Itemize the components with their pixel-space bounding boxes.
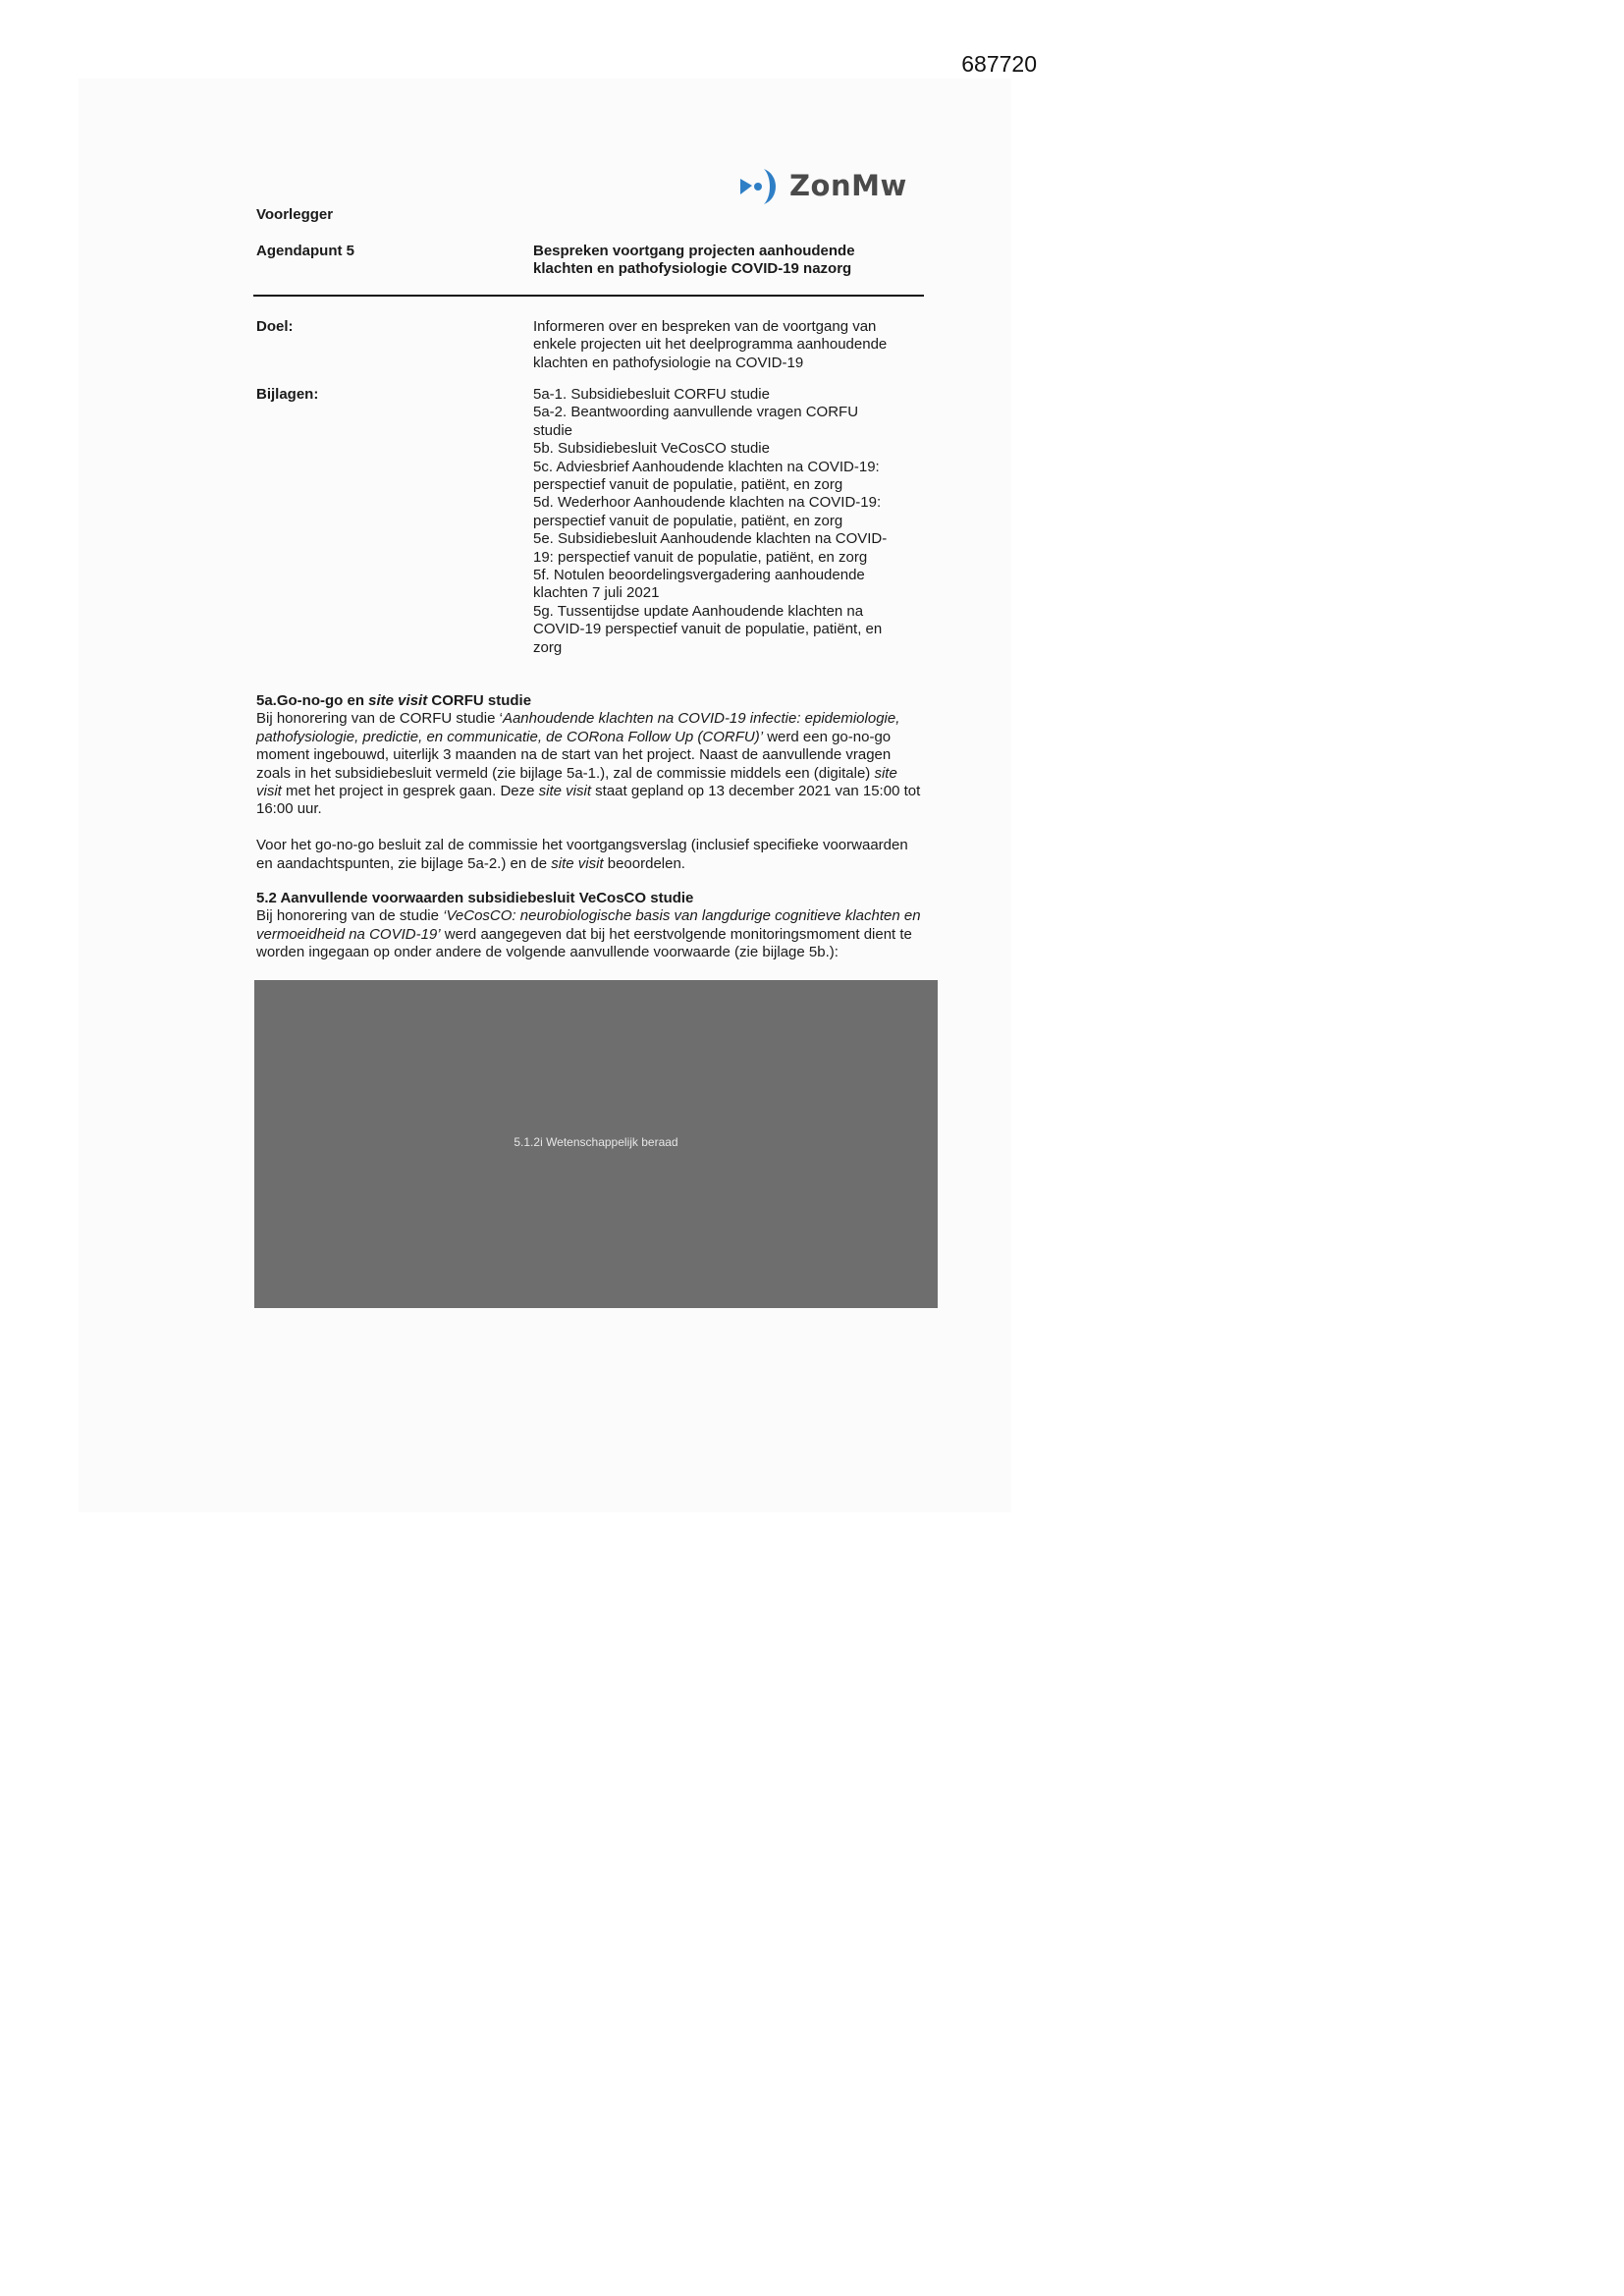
section-5a-heading	[256, 692, 924, 710]
header-divider	[253, 295, 924, 297]
bijlage-line: klachten 7 juli 2021	[533, 584, 660, 602]
doel-text	[533, 318, 926, 372]
bijlage-line: 19: perspectief vanuit de populatie, patiënt, en zorg	[533, 548, 868, 566]
section-5-2	[256, 890, 924, 962]
bijlage-line: perspectief vanuit de populatie, patiënt, en zorg	[533, 512, 843, 529]
bijlagen-label: Bijlagen:	[256, 386, 319, 403]
section-5a-paragraph-2	[256, 837, 924, 873]
zonmw-logo-icon	[736, 165, 782, 206]
italic-term: site visit	[551, 854, 604, 872]
study-title: Aanhoudende klachten na COVID-19 infectie: epidemiologie, pathofysiologie, predictie, en communicatie, de CORona Follow Up (CORFU)’	[256, 710, 900, 745]
doel-line: enkele projecten uit het deelprogramma aanhoudende	[533, 336, 888, 354]
heading-italic: site visit	[368, 692, 428, 709]
text: Voor het go-no-go besluit zal de commissie het voortgangsverslag (inclusief specifieke voorwaarden en aandachtspunten, zie bijlage 5a-2.) en de	[256, 837, 908, 872]
text: beoordelen.	[603, 854, 685, 872]
doel-label: Doel:	[256, 318, 294, 335]
bijlage-line: 5a-1. Subsidiebesluit CORFU studie	[533, 386, 770, 403]
bijlage-line: 5f. Notulen beoordelingsvergadering aanhoudende	[533, 567, 865, 584]
bijlage-line: 5e. Subsidiebesluit Aanhoudende klachten na COVID-	[533, 530, 888, 548]
doel-line: Informeren over en bespreken van de voortgang van	[533, 318, 877, 335]
agenda-value-line: klachten en pathofysiologie COVID-19 nazorg	[533, 260, 852, 278]
bijlage-line: studie	[533, 421, 573, 439]
text: staat gepland op 13 december 2021 van 15:00 tot 16:00 uur.	[256, 783, 921, 818]
agenda-value	[533, 243, 855, 279]
bijlage-line: 5g. Tussentijdse update Aanhoudende klachten na	[533, 602, 864, 620]
section-5-2-paragraph	[256, 907, 924, 961]
study-title: ‘VeCosCO: neurobiologische basis van langdurige cognitieve klachten en vermoeidheid na COVID-19’	[256, 907, 921, 943]
bijlage-line: 5c. Adviesbrief Aanhoudende klachten na COVID-19:	[533, 458, 880, 475]
italic-term: site visit	[538, 783, 591, 800]
text: werd een go-no-go moment ingebouwd, uiterlijk 3 maanden na de start van het project. Naast de aanvullende vragen zoals in het subsidiebesluit vermeld (zie bijlage 5a-1.), zal de commissie middels een (digitale)	[256, 728, 892, 782]
section-5a-paragraph-1	[256, 710, 924, 818]
doel-line: klachten en pathofysiologie na COVID-19	[533, 354, 804, 371]
text: werd aangegeven dat bij het eerstvolgende monitoringsmoment dient te worden ingegaan op onder andere de volgende aanvullende voorwaarde (zie bijlage 5b.):	[256, 925, 912, 961]
redaction-label: 5.1.2i Wetenschappelijk beraad	[514, 1135, 678, 1149]
bijlage-line: perspectief vanuit de populatie, patiënt, en zorg	[533, 476, 843, 494]
text: Bij honorering van de studie	[256, 907, 444, 925]
document-number: 687720	[961, 51, 1037, 77]
text: Bij honorering van de CORFU studie ‘	[256, 710, 503, 728]
text: met het project in gesprek gaan. Deze	[281, 783, 539, 800]
bijlage-line: 5b. Subsidiebesluit VeCosCO studie	[533, 440, 770, 458]
document-title: Voorlegger	[256, 206, 334, 223]
italic-term: site visit	[256, 764, 897, 800]
section-5-2-heading: 5.2 Aanvullende voorwaarden subsidiebesluit VeCosCO studie	[256, 890, 694, 906]
redaction-block	[254, 980, 938, 1308]
logo-text: ZonMw	[789, 169, 907, 202]
agenda-label: Agendapunt 5	[256, 243, 354, 259]
bijlage-line: zorg	[533, 638, 563, 656]
bijlage-line: COVID-19 perspectief vanuit de populatie, patiënt, en	[533, 621, 883, 638]
bijlagen-list	[533, 386, 921, 657]
heading-text: CORFU studie	[427, 692, 532, 709]
zonmw-logo	[736, 165, 907, 206]
heading-text: 5a.Go-no-go en	[256, 692, 369, 709]
agenda-value-line: Bespreken voortgang projecten aanhoudende	[533, 243, 855, 259]
section-5a	[256, 692, 924, 873]
bijlage-line: 5d. Wederhoor Aanhoudende klachten na COVID-19:	[533, 494, 882, 512]
bijlage-line: 5a-2. Beantwoording aanvullende vragen CORFU	[533, 404, 859, 421]
